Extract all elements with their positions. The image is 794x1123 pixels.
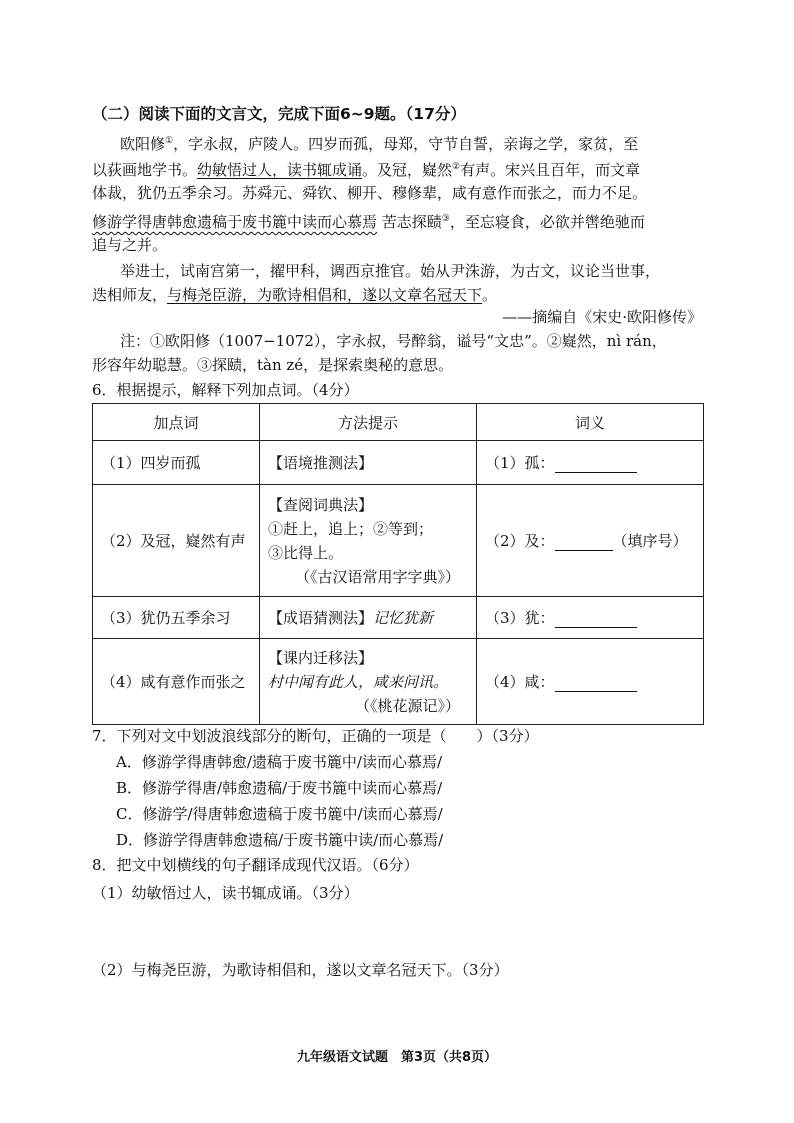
passage-line: 欧阳修①，字永叔，庐陵人。四岁而孤，母郑，守节自誓，亲诲之学，家贫，至	[120, 135, 639, 153]
section-title: （二）阅读下面的文言文，完成下面6~9题。（17分）	[92, 105, 466, 123]
table-row	[93, 639, 704, 725]
underlined-sentence-1: 幼敏悟过人，读书辄成诵	[197, 161, 363, 179]
q8-sub1: （1）幼敏悟过人，读书辄成诵。（3分）	[92, 884, 359, 902]
passage-line: 体裁，犹仍五季余习。苏舜元、舜钦、柳开、穆修辈，咸有意作而张之，而力不足。	[92, 184, 648, 202]
answer-blank[interactable]	[555, 456, 637, 473]
meaning-cell: （3）犹：	[477, 597, 704, 639]
table-row	[93, 597, 704, 639]
q8-title: 8．把文中划横线的句子翻译成现代汉语。（6分）	[92, 856, 419, 874]
meaning-cell: （4）咸：	[477, 639, 704, 725]
method-cell: 【成语猜测法】记忆犹新	[260, 597, 477, 639]
word-cell: （1）四岁而孤	[93, 441, 260, 485]
q7-title: 7．下列对文中划波浪线部分的断句，正确的一项是（ ）（3分）	[92, 727, 539, 745]
passage-line: 修游学得唐韩愈遗稿于废书簏中读而心慕焉 苦志探赜③，至忘寝食，必欲并辔绝驰而	[92, 213, 645, 231]
q8-sub2: （2）与梅尧臣游，为歌诗相倡和，遂以文章名冠天下。（3分）	[92, 961, 509, 979]
table-header: 加点词	[93, 404, 260, 441]
q6-title: 6．根据提示，解释下列加点词。（4分）	[92, 381, 359, 399]
underlined-sentence-2: 与梅尧臣游，为歌诗相倡和，遂以文章名冠天下	[167, 286, 483, 304]
word-cell: （2）及冠，嶷然有声	[93, 485, 260, 597]
passage-line: 举进士，试南宫第一，擢甲科，调西京推官。始从尹洙游，为古文，议论当世事，	[120, 262, 661, 280]
word-cell: （3）犹仍五季余习	[93, 597, 260, 639]
passage-line: 迭相师友，与梅尧臣游，为歌诗相倡和，遂以文章名冠天下。	[92, 286, 498, 304]
answer-blank[interactable]	[555, 675, 637, 692]
passage-line: 追与之并。	[92, 236, 168, 254]
q7-option-b[interactable]: B．修游学得唐/韩愈遗稿/于废书簏中读而心慕焉/	[116, 779, 443, 797]
page-footer: 九年级语文试题 第3页（共8页）	[296, 1050, 498, 1065]
wavy-underlined-sentence: 修游学得唐韩愈遗稿于废书簏中读而心慕焉	[92, 213, 378, 231]
notes-line: 形容年幼聪慧。③探赜，tàn zé，是探索奥秘的意思。	[92, 356, 454, 374]
table-header: 词义	[477, 404, 704, 441]
table-header: 方法提示	[260, 404, 477, 441]
table-row	[93, 485, 704, 597]
q7-option-a[interactable]: A．修游学得唐韩愈/遗稿于废书簏中/读而心慕焉/	[116, 753, 442, 771]
table-row	[93, 441, 704, 485]
notes-line: 注：①欧阳修（1007−1072），字永叔，号醉翁，谥号“文忠”。②嶷然，nì rán，	[120, 332, 667, 350]
answer-blank[interactable]	[555, 611, 637, 628]
method-cell: 【查阅词典法】 ①赶上，追上；②等到； ③比得上。 （《古汉语常用字字典》）	[260, 485, 477, 597]
q7-option-c[interactable]: C．修游学/得唐韩愈遗稿于废书簏中/读而心慕焉/	[116, 805, 443, 823]
q7-option-d[interactable]: D．修游学得唐韩愈遗稿/于废书簏中读/而心慕焉/	[116, 831, 444, 849]
method-cell: 【语境推测法】	[260, 441, 477, 485]
word-cell: （4）咸有意作而张之	[93, 639, 260, 725]
answer-blank[interactable]	[555, 534, 613, 551]
q6-table	[92, 403, 704, 725]
method-cell: 【课内迁移法】 村中闻有此人，咸来问讯。 （《桃花源记》）	[260, 639, 477, 725]
passage-source: ——摘编自《宋史·欧阳修传》	[502, 308, 702, 326]
meaning-cell: （2）及： （填序号）	[477, 485, 704, 597]
passage-line: 以荻画地学书。幼敏悟过人，读书辄成诵。及冠，嶷然②有声。宋兴且百年，而文章	[92, 161, 641, 179]
meaning-cell: （1）孤：	[477, 441, 704, 485]
